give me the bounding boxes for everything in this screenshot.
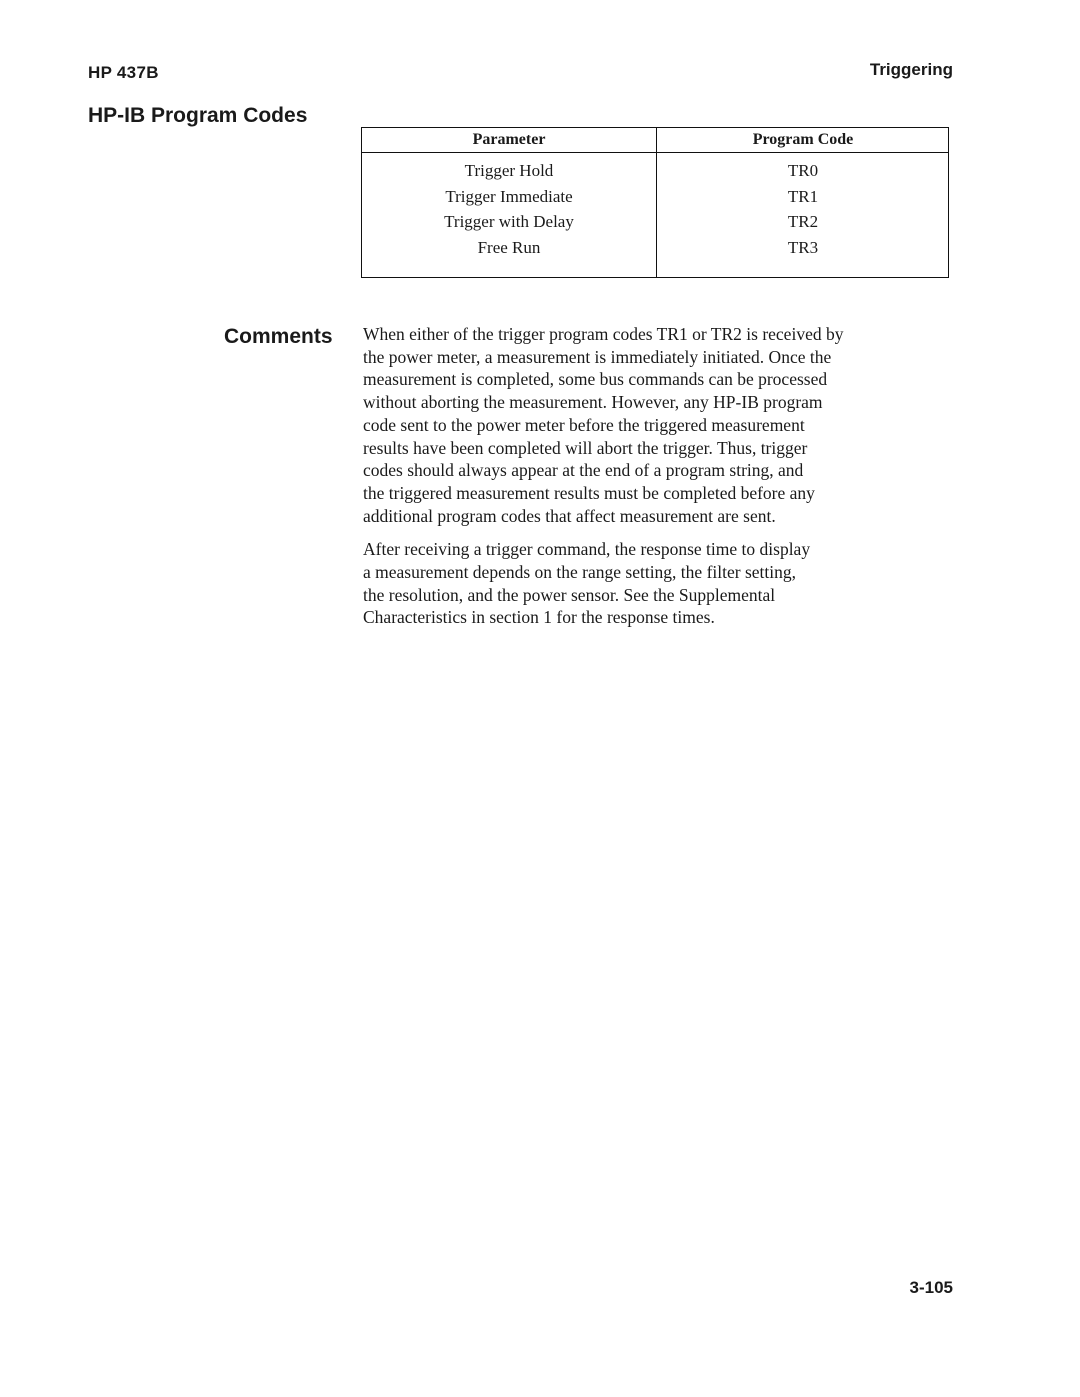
text-line: without aborting the measurement. However, any HP-IB program xyxy=(363,392,823,413)
paragraph-response-time xyxy=(363,538,963,629)
paragraph-trigger-codes xyxy=(363,323,963,527)
text-line: measurement is completed, some bus commands can be processed xyxy=(363,369,828,390)
table-cell-code: TR0 xyxy=(787,161,819,180)
table-cell-code: TR2 xyxy=(787,212,819,231)
table-cell-parameter: Trigger Hold xyxy=(464,161,554,180)
page-number: 3-105 xyxy=(909,1278,953,1297)
table-cell-parameter: Trigger Immediate xyxy=(445,186,573,206)
table-header-parameter: Parameter xyxy=(472,131,546,148)
table-cell-parameter: Trigger with Delay xyxy=(444,212,574,231)
text-line: the triggered measurement results must be completed before any xyxy=(363,482,815,503)
text-line: Characteristics in section 1 for the response times. xyxy=(363,607,715,628)
program-code-table xyxy=(361,127,949,278)
header-model: HP 437B xyxy=(88,63,159,82)
parameter-column xyxy=(362,158,656,260)
text-line: additional program codes that affect measurement are sent. xyxy=(363,505,776,526)
table-cell-parameter: Free Run xyxy=(477,237,541,257)
text-line: a measurement depends on the range setting, the filter setting, xyxy=(363,562,796,583)
text-line: When either of the trigger program codes TR1 or TR2 is received by xyxy=(363,324,844,344)
program-code-column xyxy=(656,158,950,260)
text-line: After receiving a trigger command, the response time to display xyxy=(363,539,811,560)
table-cell-code: TR3 xyxy=(787,237,819,257)
header-chapter: Triggering xyxy=(869,60,953,79)
text-line: the resolution, and the power sensor. See the Supplemental xyxy=(363,584,776,605)
table-cell-code: TR1 xyxy=(787,186,819,206)
section-title-comments: Comments xyxy=(224,325,333,348)
table-header-divider xyxy=(362,152,948,153)
table-header-program-code: Program Code xyxy=(752,131,854,148)
text-line: the power meter, a measurement is immediately initiated. Once the xyxy=(363,346,832,367)
text-line: results have been completed will abort the trigger. Thus, trigger xyxy=(363,437,808,458)
text-line: code sent to the power meter before the triggered measurement xyxy=(363,414,805,435)
text-line: codes should always appear at the end of a program string, and xyxy=(363,460,804,481)
section-title-program-codes: HP-IB Program Codes xyxy=(88,104,308,127)
comments-body xyxy=(363,323,963,640)
